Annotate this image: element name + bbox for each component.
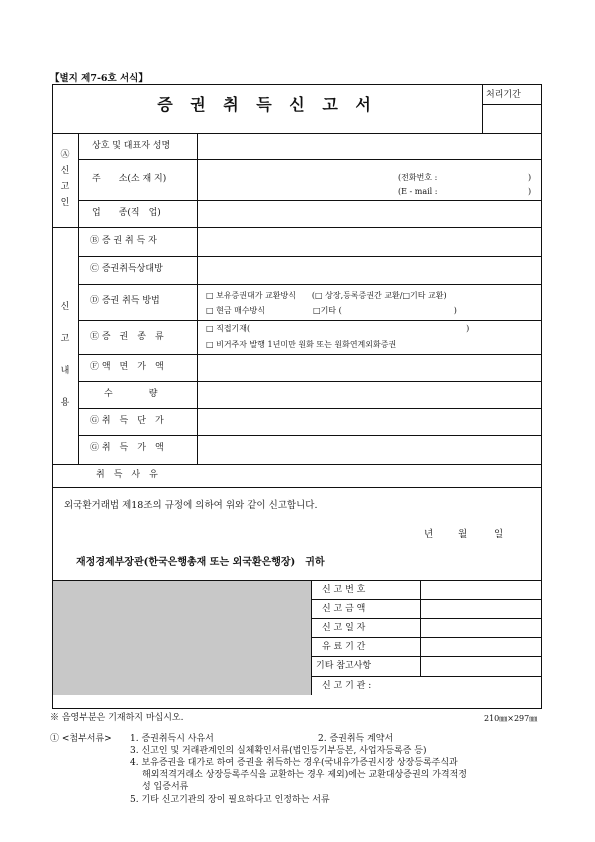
office-field-valid-period: 유 료 기 간 (322, 642, 366, 652)
grid-line (78, 284, 542, 285)
occupation-label: 업 종(직 업) (92, 208, 161, 218)
quantity-field[interactable] (198, 382, 541, 407)
representative-name-field[interactable] (198, 134, 541, 158)
unit-price-field[interactable] (198, 409, 541, 434)
report-char: 신 (60, 302, 70, 312)
office-field-report-number: 신 고 번 호 (322, 585, 366, 595)
form-title: 증 권 취 득 신 고 서 (157, 95, 377, 114)
security-type-option-line2[interactable]: □ 비거주자 발행 1년미만 원화 또는 원화연계외화증권 (206, 340, 397, 349)
date-day[interactable]: 일 (494, 529, 504, 540)
office-field-report-date: 신 고 일 자 (322, 623, 366, 633)
representative-name-label: 상호 및 대표자 성명 (92, 141, 171, 151)
shaded-office-area (53, 581, 311, 695)
security-type-label: Ⓔ 증 권 종 류 (90, 332, 164, 342)
grid-line (311, 637, 542, 638)
phone-close: ) (528, 173, 532, 182)
applicant-char: 고 (60, 182, 70, 192)
declaration-top-line (52, 487, 542, 488)
report-char: 내 (60, 366, 70, 376)
attachment-item: 1. 증권취득시 사유서 (130, 734, 214, 744)
counterparty-field[interactable] (198, 257, 541, 283)
email-close: ) (528, 187, 532, 196)
processing-period-label: 처리기간 (486, 90, 521, 100)
email-label: (E - mail : (398, 187, 438, 196)
attachment-item: 4. 보유증권을 대가로 하여 증권을 취득하는 경우(국내유가증권시장 상장등록주식과 (130, 758, 458, 768)
applicant-marker: Ⓐ (60, 150, 70, 160)
attachments-label: ① <첨부서류> (50, 734, 112, 744)
form-reference: 【별지 제7-6호 서식】 (50, 73, 148, 84)
counterparty-label: Ⓒ 증권취득상대방 (90, 264, 163, 274)
acquirer-field[interactable] (198, 228, 541, 255)
attachment-item: 5. 기타 신고기관의 장이 필요하다고 인정하는 서류 (130, 795, 330, 805)
date-year[interactable]: 년 (424, 529, 434, 540)
face-value-label: Ⓕ 액 면 가 액 (90, 362, 164, 372)
applicant-char: 인 (60, 198, 70, 208)
grid-line (78, 320, 542, 321)
grid-line (311, 656, 542, 657)
attachment-item: 해외적격거래소 상장등록주식을 교환하는 경우 제외)에는 교환대상증권의 가격적정 (142, 770, 467, 780)
attachment-item: 2. 증권취득 계약서 (318, 734, 394, 744)
acquirer-label: Ⓑ 증 권 취 득 자 (90, 236, 157, 246)
office-field-report-amount: 신 고 금 액 (322, 604, 366, 614)
phone-label: (전화번호 : (398, 173, 438, 182)
applicant-char: 신 (60, 166, 70, 176)
address-label: 주 소(소 재 지) (92, 174, 167, 184)
grid-line (311, 599, 542, 600)
office-label-right-line (420, 580, 421, 676)
security-type-option-line1[interactable]: □ 직접기재( ) (206, 324, 470, 333)
date-month[interactable]: 월 (458, 529, 468, 540)
acquisition-method-label: Ⓓ 증권 취득 방법 (90, 296, 160, 306)
acquisition-amount-label: Ⓖ 취 득 가 액 (90, 443, 164, 453)
shaded-note: ※ 음영부분은 기재하지 마십시오. (50, 713, 184, 723)
occupation-field[interactable] (198, 201, 541, 226)
acquisition-amount-field[interactable] (198, 436, 541, 463)
report-char: 용 (60, 398, 70, 408)
addressee: 재정경제부장관(한국은행총재 또는 외국환은행장) 귀하 (76, 557, 325, 568)
report-section-bottom-line (52, 464, 542, 465)
acquisition-reason-label: 취 득 사 유 (96, 470, 158, 480)
attachment-item: 3. 신고인 및 거래관계인의 실체확인서류(법인등기부등본, 사업자등록증 등) (130, 746, 427, 756)
face-value-field[interactable] (198, 355, 541, 380)
attachment-item: 성 입증서류 (142, 782, 189, 792)
office-field-other-notes: 기타 참고사항 (316, 661, 372, 671)
acquisition-method-option-line1[interactable]: □ 보유증권대가 교환방식 (□ 상장,등록증권간 교환/□기타 교환) (206, 291, 447, 300)
report-char: 고 (60, 334, 70, 344)
address-field[interactable] (198, 160, 541, 199)
grid-line (311, 676, 542, 677)
grid-line (311, 618, 542, 619)
office-authority-label: 신 고 기 관 : (322, 681, 372, 691)
acquisition-method-option-line2[interactable]: □ 현금 매수방식 □기타 ( ) (206, 306, 457, 315)
section-label-column-line (78, 133, 79, 464)
unit-price-label: Ⓖ 취 득 단 가 (90, 416, 164, 426)
paper-size: 210㎜×297㎜ (484, 714, 538, 723)
quantity-label: 수 량 (104, 389, 158, 399)
processing-period-field[interactable] (482, 105, 542, 133)
declaration-text: 외국환거래법 제18조의 규정에 의하여 위와 같이 신고합니다. (64, 500, 318, 511)
